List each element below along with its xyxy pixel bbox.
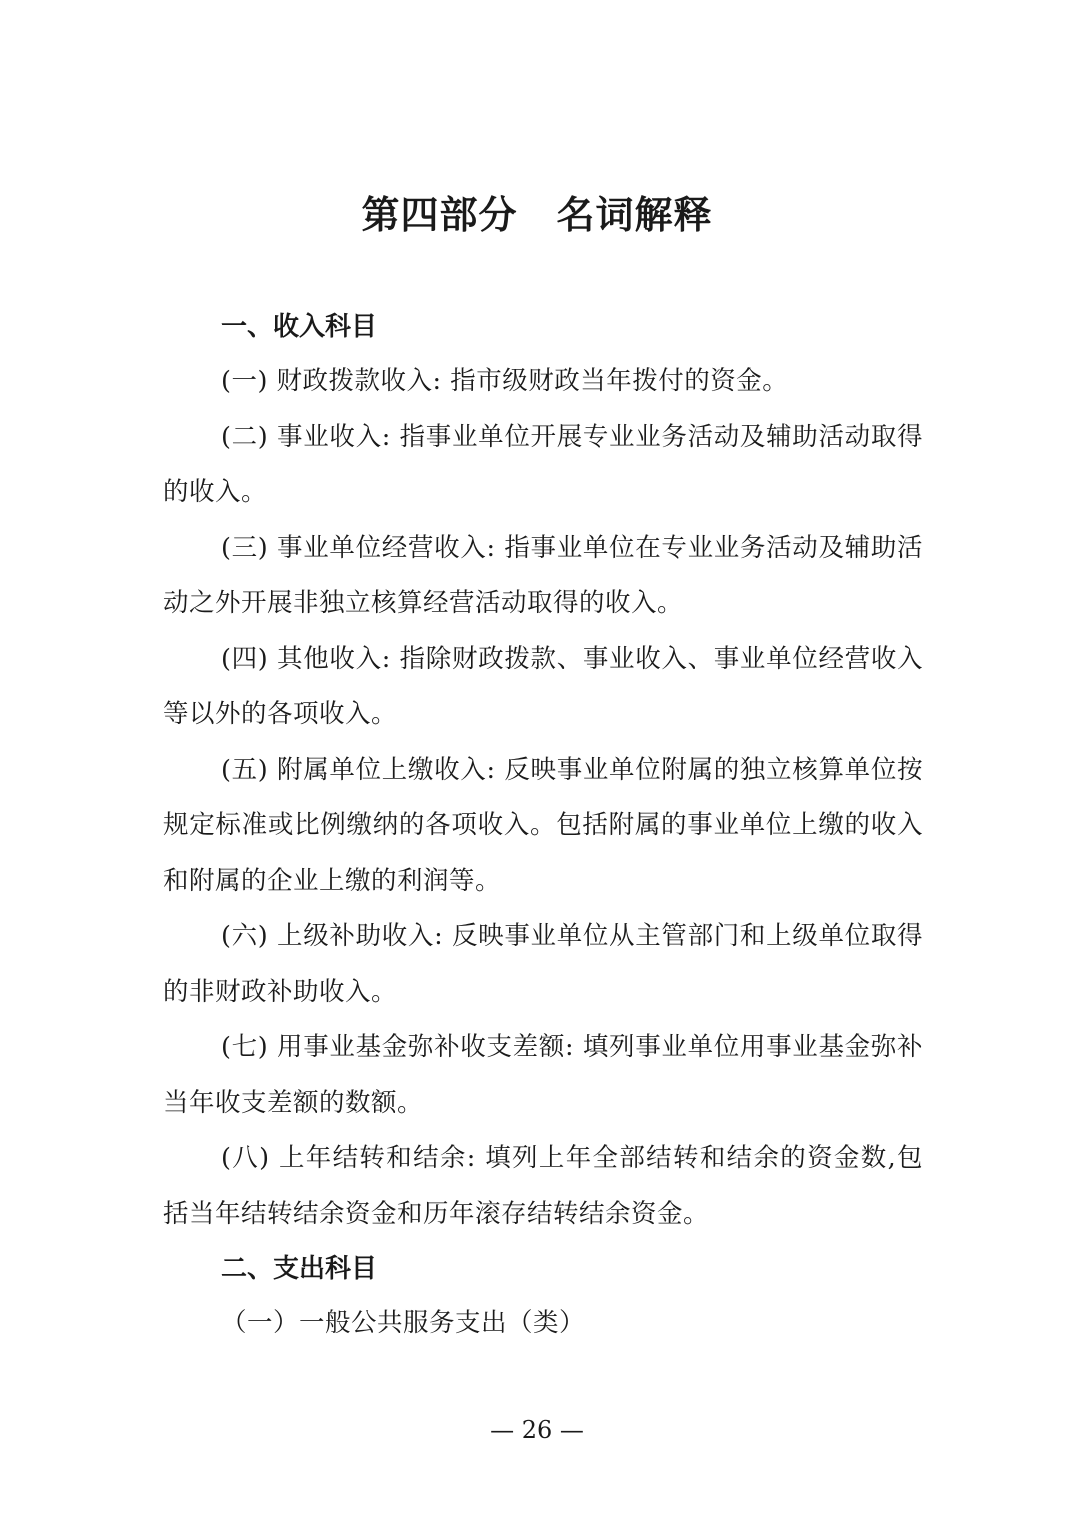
income-item-6: (六) 上级补助收入: 反映事业单位从主管部门和上级单位取得的非财政补助收入。 xyxy=(163,921,923,1007)
income-item-5: (五) 附属单位上缴收入: 反映事业单位附属的独立核算单位按规定标准或比例缴纳的各项收入。包括附属的事业单位上缴的收入和附属的企业上缴的利润等。 xyxy=(163,754,923,896)
document-body xyxy=(163,300,923,1352)
expenditure-item-1: （一）一般公共服务支出（类） xyxy=(221,1308,586,1338)
income-item-2: (二) 事业收入: 指事业单位开展专业业务活动及辅助活动取得的收入。 xyxy=(163,421,923,507)
income-item-8: (八) 上年结转和结余: 填列上年全部结转和结余的资金数,包括当年结转结余资金和历年滚存结转结余资金。 xyxy=(163,1143,923,1229)
page-number: — 26 — xyxy=(490,1416,584,1444)
income-item-7: (七) 用事业基金弥补收支差额: 填列事业单位用事业基金弥补当年收支差额的数额。 xyxy=(163,1032,923,1118)
income-item-1: (一) 财政拨款收入: 指市级财政当年拨付的资金。 xyxy=(221,366,789,396)
income-item-4: (四) 其他收入: 指除财政拨款、事业收入、事业单位经营收入等以外的各项收入。 xyxy=(163,643,923,729)
page-title: 第四部分 名词解释 xyxy=(361,193,713,237)
section-heading-expenditure: 二、支出科目 xyxy=(221,1254,378,1284)
section-heading-income: 一、收入科目 xyxy=(221,312,378,342)
income-item-3: (三) 事业单位经营收入: 指事业单位在专业业务活动及辅助活动之外开展非独立核算经营活动取得的收入。 xyxy=(163,532,923,618)
